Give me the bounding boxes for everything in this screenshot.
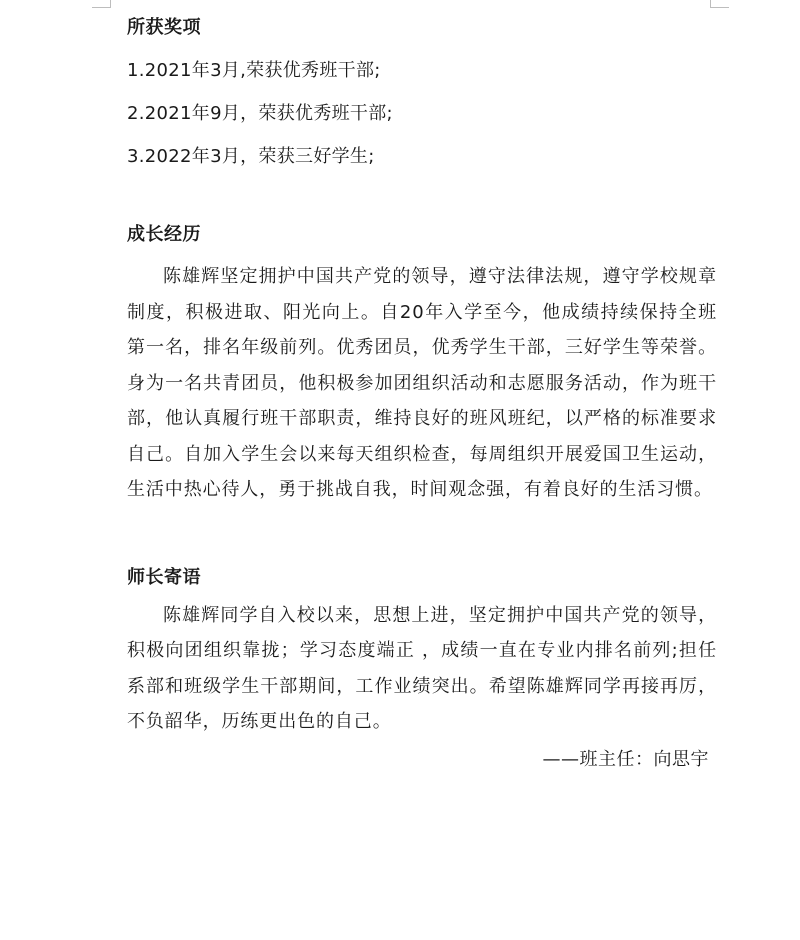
awards-section (127, 14, 717, 171)
document-body[interactable] (127, 14, 717, 774)
award-item: 3.2022年3月，荣获三好学生; (127, 146, 375, 167)
award-item: 2.2021年9月，荣获优秀班干部; (127, 103, 393, 124)
growth-heading: 成长经历 (127, 224, 201, 245)
award-item: 1.2021年3月,荣获优秀班干部; (127, 60, 381, 81)
margin-corner-mark-left (92, 0, 111, 8)
awards-heading: 所获奖项 (127, 17, 201, 38)
teacher-message-section (127, 564, 717, 774)
margin-corner-mark-right (710, 0, 729, 8)
teacher-message-paragraph: 陈雄辉同学自入校以来，思想上进，坚定拥护中国共产党的领导，积极向团组织靠拢；学习态度端正 ，成绩一直在专业内排名前列;担任系部和班级学生干部期间，工作业绩突出。希望陈雄辉同学再接再厉，不负韶华，历练更出色的自己。 (127, 604, 717, 732)
teacher-signature: ——班主任：向思宇 (542, 748, 709, 770)
growth-section (127, 221, 717, 508)
growth-paragraph: 陈雄辉坚定拥护中国共产党的领导，遵守法律法规，遵守学校规章制度，积极进取、阳光向上。自20年入学至今，他成绩持续保持全班第一名，排名年级前列。优秀团员，优秀学生干部，三好学生等荣誉。身为一名共青团员，他积极参加团组织活动和志愿服务活动，作为班干部，他认真履行班干部职责，维持良好的班风班纪，以严格的标准要求自己。自加入学生会以来每天组织检查，每周组织开展爱国卫生运动，生活中热心待人，勇于挑战自我，时间观念强，有着良好的生活习惯。 (127, 266, 717, 500)
teacher-message-heading: 师长寄语 (127, 566, 201, 588)
awards-list (127, 57, 717, 171)
